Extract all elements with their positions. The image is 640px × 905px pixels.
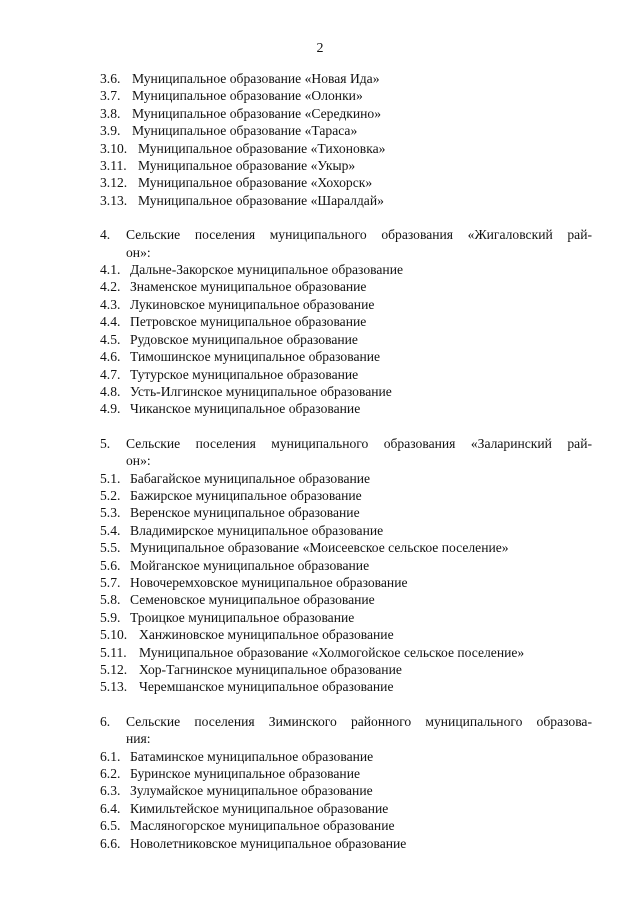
list-item <box>100 278 592 295</box>
item-text: Семеновское муниципальное образование <box>130 592 375 608</box>
item-text: Ханжиновское муниципальное образование <box>139 627 394 643</box>
list-item <box>100 504 592 521</box>
item-number: 3.6. <box>100 71 121 86</box>
item-number: 4.6. <box>100 349 121 365</box>
item-text: Бажирское муниципальное образование <box>130 487 362 503</box>
section-heading-text: Сельские поселения Зиминского районного муниципального образова- <box>126 713 592 729</box>
list-item <box>100 644 592 661</box>
list-item <box>100 574 592 591</box>
list-item <box>100 782 592 799</box>
item-text: Лукиновское муниципальное образование <box>130 296 375 312</box>
item-text: Муниципальное образование «Олонки» <box>132 88 363 104</box>
item-number: 5.10. <box>100 627 128 643</box>
item-text: Буринское муниципальное образование <box>130 766 361 782</box>
section-heading <box>100 435 592 452</box>
section-heading <box>100 226 592 243</box>
section-heading-text: Сельские поселения муниципального образования «Заларинский рай- <box>126 435 592 451</box>
item-number: 6.5. <box>100 818 121 834</box>
item-number: 4.9. <box>100 401 121 417</box>
list-item <box>100 522 592 539</box>
section-3-list <box>100 70 592 209</box>
section-4 <box>100 226 592 417</box>
item-number: 4.7. <box>100 366 121 382</box>
section-heading-continuation: он»: <box>126 244 151 260</box>
item-number: 6.3. <box>100 783 121 799</box>
section-5 <box>100 435 592 696</box>
list-item <box>100 313 592 330</box>
item-number: 5.1. <box>100 470 121 486</box>
item-number: 5.12. <box>100 662 128 677</box>
item-text: Муниципальное образование «Новая Ида» <box>132 71 380 86</box>
list-item <box>100 105 592 122</box>
section-number: 4. <box>100 227 111 243</box>
item-text: Муниципальное образование «Моисеевское сельское поселение» <box>130 540 509 556</box>
item-text: Петровское муниципальное образование <box>130 314 367 330</box>
item-number: 3.11. <box>100 158 127 174</box>
item-text: Муниципальное образование «Середкино» <box>132 105 381 121</box>
list-item <box>100 383 592 400</box>
item-number: 6.1. <box>100 748 121 764</box>
section-heading-continuation: ния: <box>126 731 151 747</box>
item-number: 5.7. <box>100 574 121 590</box>
item-text: Чиканское муниципальное образование <box>130 401 361 417</box>
item-text: Муниципальное образование «Шаралдай» <box>138 192 384 208</box>
list-item <box>100 261 592 278</box>
item-number: 4.3. <box>100 296 121 312</box>
item-text: Новолетниковское муниципальное образование <box>130 835 407 851</box>
item-number: 6.2. <box>100 766 121 782</box>
section-heading <box>100 713 592 730</box>
list-item <box>100 626 592 643</box>
section-heading-text: Сельские поселения муниципального образования «Жигаловский рай- <box>126 227 592 243</box>
item-text: Муниципальное образование «Тараса» <box>132 123 358 139</box>
item-number: 3.8. <box>100 105 121 121</box>
list-item <box>100 678 592 695</box>
list-item <box>100 800 592 817</box>
item-text: Муниципальное образование «Хохорск» <box>138 175 373 191</box>
list-item <box>100 157 592 174</box>
item-text: Муниципальное образование «Тихоновка» <box>138 140 386 156</box>
item-number: 5.4. <box>100 522 121 538</box>
item-number: 5.5. <box>100 540 121 556</box>
item-number: 5.13. <box>100 679 128 695</box>
list-item <box>100 817 592 834</box>
list-item <box>100 174 592 191</box>
item-number: 3.10. <box>100 140 128 156</box>
item-text: Знаменское муниципальное образование <box>130 279 367 295</box>
item-text: Черемшанское муниципальное образование <box>139 679 394 695</box>
list-item <box>100 835 592 852</box>
section-6 <box>100 713 592 852</box>
item-text: Рудовское муниципальное образование <box>130 331 358 347</box>
list-item <box>100 487 592 504</box>
section-number: 5. <box>100 435 111 451</box>
item-number: 6.4. <box>100 800 121 816</box>
item-text: Кимильтейское муниципальное образование <box>130 800 389 816</box>
list-item <box>100 122 592 139</box>
item-text: Батаминское муниципальное образование <box>130 748 374 764</box>
list-item <box>100 87 592 104</box>
item-text: Владимирское муниципальное образование <box>130 522 384 538</box>
list-item <box>100 748 592 765</box>
item-number: 5.11. <box>100 644 127 660</box>
item-number: 4.2. <box>100 279 121 295</box>
item-text: Тутурское муниципальное образование <box>130 366 359 382</box>
list-item <box>100 331 592 348</box>
item-number: 5.9. <box>100 609 121 625</box>
item-text: Масляногорское муниципальное образование <box>130 818 395 834</box>
item-text: Зулумайское муниципальное образование <box>130 783 373 799</box>
item-text: Бабагайское муниципальное образование <box>130 470 371 486</box>
list-item <box>100 765 592 782</box>
list-item <box>100 470 592 487</box>
list-item <box>100 348 592 365</box>
item-number: 3.9. <box>100 123 121 139</box>
item-text: Мойганское муниципальное образование <box>130 557 370 573</box>
item-text: Муниципальное образование «Холмогойское сельское поселение» <box>139 644 525 660</box>
item-text: Муниципальное образование «Укыр» <box>138 158 356 174</box>
item-number: 4.8. <box>100 383 121 399</box>
list-item <box>100 140 592 157</box>
list-item <box>100 661 592 678</box>
list-item <box>100 400 592 417</box>
list-item <box>100 539 592 556</box>
document-body <box>100 70 592 869</box>
item-number: 5.3. <box>100 505 121 521</box>
item-text: Хор-Тагнинское муниципальное образование <box>139 662 402 677</box>
list-item <box>100 192 592 209</box>
item-text: Усть-Илгинское муниципальное образование <box>130 383 392 399</box>
item-text: Новочеремховское муниципальное образование <box>130 574 408 590</box>
item-number: 5.2. <box>100 487 121 503</box>
list-item <box>100 296 592 313</box>
item-text: Веренское муниципальное образование <box>130 505 360 521</box>
item-number: 6.6. <box>100 835 121 851</box>
section-heading-continuation: он»: <box>126 453 151 469</box>
item-number: 5.8. <box>100 592 121 608</box>
list-item <box>100 70 592 87</box>
item-number: 3.7. <box>100 88 121 104</box>
item-text: Дальне-Закорское муниципальное образование <box>130 262 404 278</box>
list-item <box>100 591 592 608</box>
item-text: Тимошинское муниципальное образование <box>130 349 381 365</box>
list-item <box>100 557 592 574</box>
item-number: 5.6. <box>100 557 121 573</box>
item-text: Троицкое муниципальное образование <box>130 609 355 625</box>
item-number: 4.4. <box>100 314 121 330</box>
item-number: 4.1. <box>100 262 121 278</box>
item-number: 4.5. <box>100 331 121 347</box>
section-number: 6. <box>100 713 111 729</box>
page-number: 2 <box>316 41 324 56</box>
item-number: 3.13. <box>100 192 128 208</box>
list-item <box>100 366 592 383</box>
list-item <box>100 609 592 626</box>
item-number: 3.12. <box>100 175 128 191</box>
